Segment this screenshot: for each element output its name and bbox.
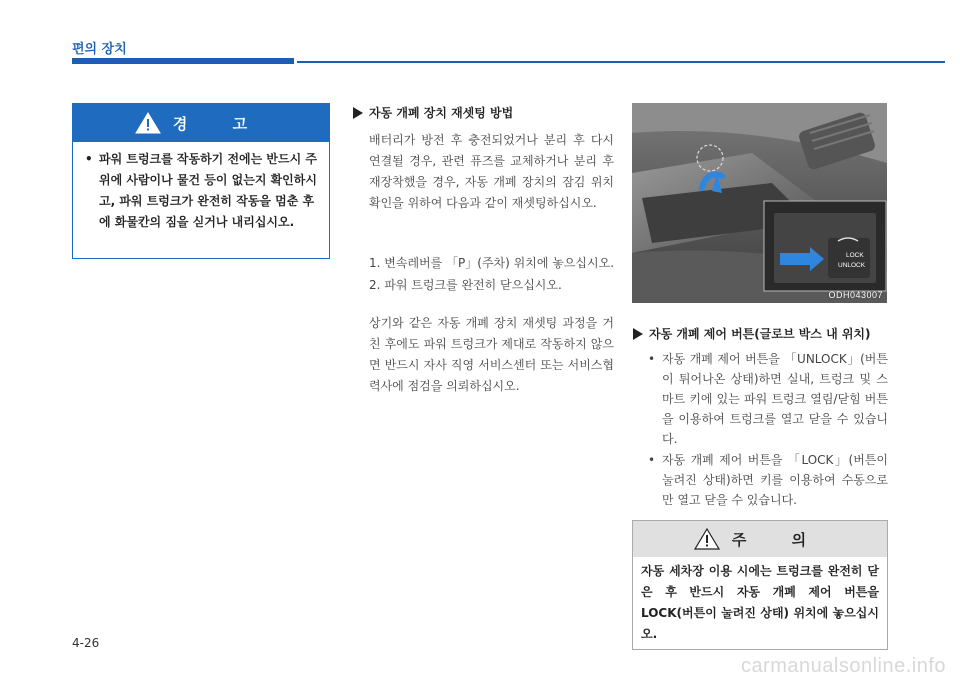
reset-heading [353,104,513,121]
reset-step-2: 2. 파워 트렁크를 완전히 닫으십시오. [369,278,562,292]
warning-body [73,142,329,233]
caution-triangle-icon [694,528,720,550]
list-bullet: • [648,453,656,467]
list-item-text: 자동 개폐 제어 버튼을 「LOCK」(버튼이 눌려진 상태)하면 키를 이용하여 수동으로만 열고 닫을 수 있습니다. [662,453,888,507]
control-heading-text: 자동 개폐 제어 버튼(글로브 박스 내 위치) [649,327,871,341]
header-rule-thick [72,58,294,64]
reset-steps [369,252,614,296]
image-code: ODH043007 [828,290,883,300]
list-item-text: 자동 개폐 제어 버튼을 「UNLOCK」(버튼이 튀어나온 상태)하면 실내, 트렁크 및 스마트 키에 있는 파워 트렁크 열림/닫힘 버튼을 이용하여 트렁크를 열고 닫을 수 있습니다. [662,352,888,446]
caution-title: 주 의 [731,530,827,549]
lock-label: LOCK [846,252,864,259]
caution-box [632,520,888,650]
reset-paragraph-2: 상기와 같은 자동 개폐 장치 재셋팅 과정을 거친 후에도 파워 트렁크가 제대로 작동하지 않으면 반드시 자사 직영 서비스센터 또는 서비스협력사에 점검을 의뢰하십시오. [369,316,614,393]
section-title: 편의 장치 [72,42,127,57]
warning-text: 파워 트렁크를 작동하기 전에는 반드시 주위에 사람이나 물건 등이 없는지 확인하시고, 파워 트렁크가 완전히 작동을 멈춘 후에 화물칸의 짐을 싣거나 내리십시오. [99,152,317,229]
header-rule-thin [297,61,945,63]
control-list [648,349,888,511]
reset-paragraph-1: 배터리가 방전 후 충전되었거나 분리 후 다시 연결될 경우, 관련 퓨즈를 교체하거나 분리 후 재장착했을 경우, 자동 개폐 장치의 잠김 위치 확인을 위하여 다음과 같이 재셋팅하십시오. [369,133,614,210]
list-item [648,450,888,510]
warning-header [73,104,329,142]
unlock-label: UNLOCK [838,262,866,269]
reset-heading-text: 자동 개폐 장치 재셋팅 방법 [369,106,514,120]
play-triangle-icon [353,107,363,119]
watermark: carmanualsonline.info [740,655,946,677]
warning-triangle-icon [135,112,161,134]
control-heading [633,325,871,342]
caution-text: 자동 세차장 이용 시에는 트렁크를 완전히 닫은 후 반드시 자동 개폐 제어 버튼을 LOCK(버튼이 눌려진 상태) 위치에 놓으십시오. [641,564,879,641]
glovebox-photo [632,103,887,303]
play-triangle-icon [633,328,643,340]
warning-title: 경 고 [172,114,268,133]
reset-step-1: 1. 변속레버를 「P」(주차) 위치에 놓으십시오. [369,256,615,270]
page-number: 4-26 [72,636,100,650]
list-bullet: • [648,352,656,366]
warning-box [72,103,330,259]
glovebox-illustration [632,103,887,303]
list-item [648,349,888,449]
warning-bullet: • [85,152,93,166]
caution-header [633,521,887,557]
